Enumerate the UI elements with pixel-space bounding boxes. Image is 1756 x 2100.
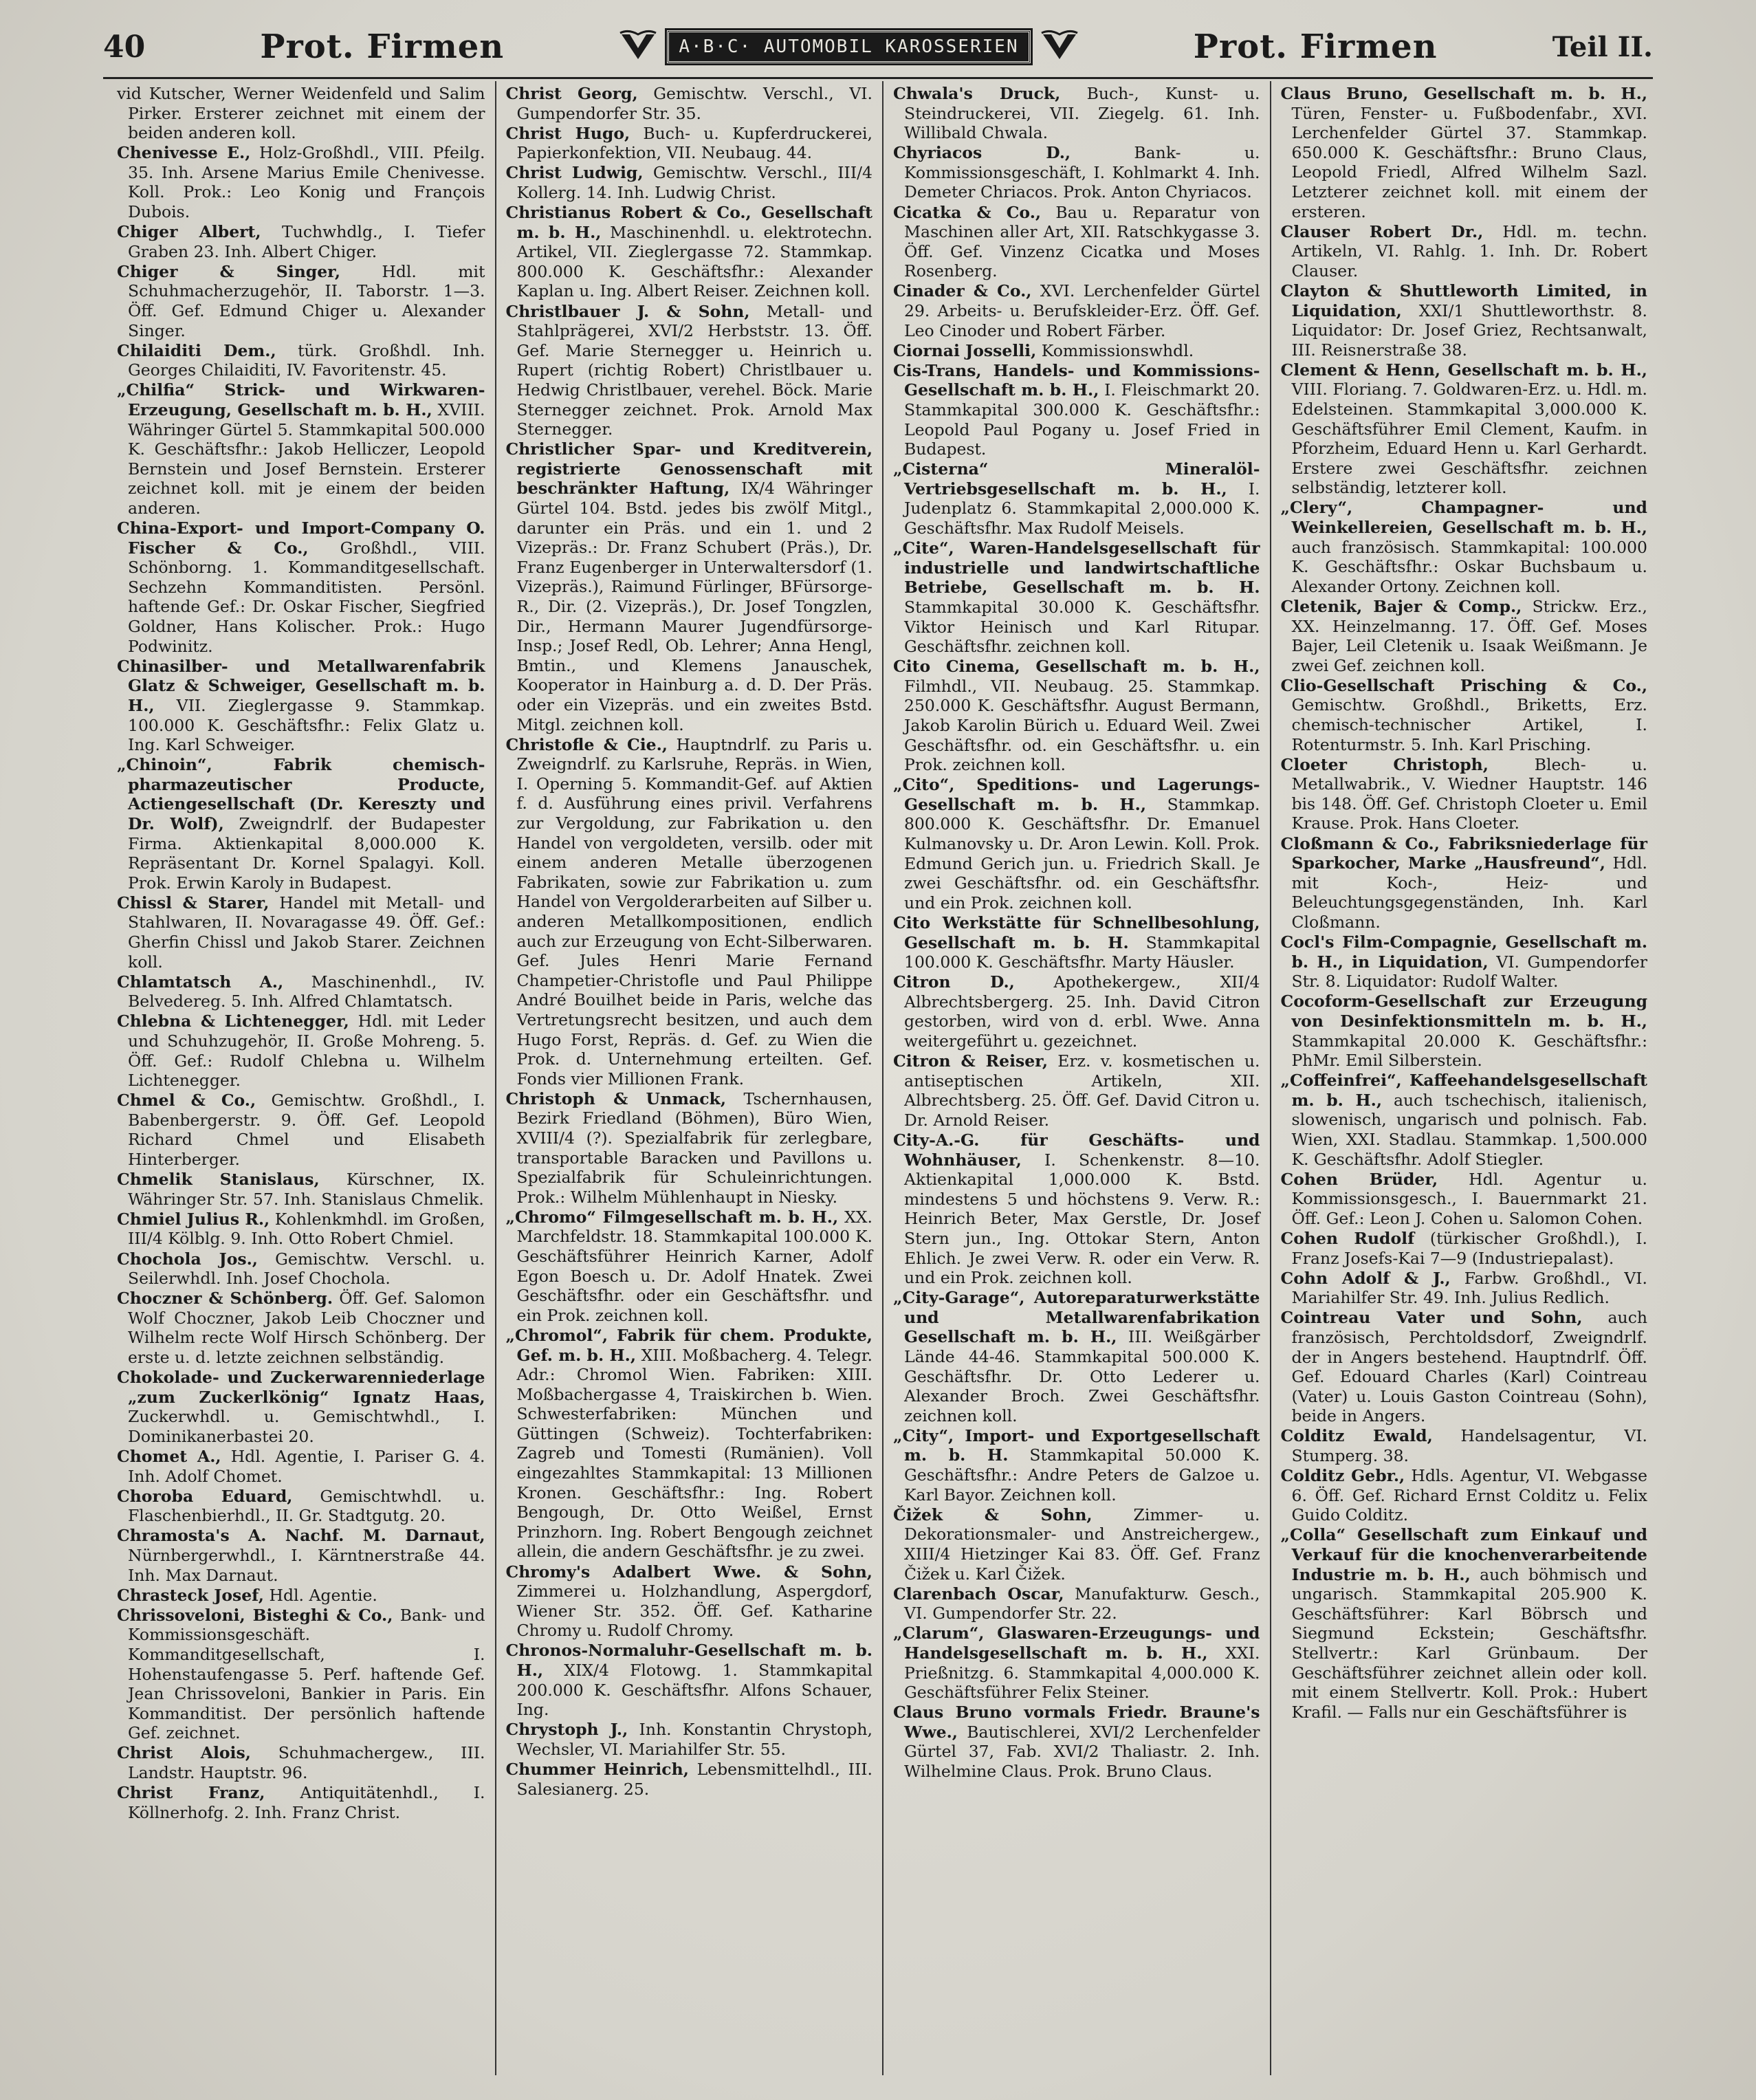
entry-details: Bank- u. Kommissionsgeschäft, I. Kohlmarkt 4. Inh. Demeter Chriacos. Prok. Anton Chyriacos. xyxy=(904,143,1260,202)
firm-name: „Chinoin“, Fabrik chemisch-pharmazeutischer Producte, Actiengesellschaft (Dr. Kereszty und Dr. Wolf), xyxy=(117,755,485,833)
firm-name: Cocoform-Gesellschaft zur Erzeugung von Desinfektionsmitteln m. b. H., xyxy=(1280,992,1647,1031)
entry-details: Handel mit Metall- und Stahlwaren, II. Novaragasse 49. Öff. Gef.: Gherfin Chissl und Jakob Starer. Zeichnen koll. xyxy=(128,893,485,972)
firm-name: Chenivesse E., xyxy=(117,143,251,163)
firm-name: Chiger & Singer, xyxy=(117,261,341,281)
firm-name: Christ Hugo, xyxy=(505,123,630,143)
firm-name: Christ Alois, xyxy=(117,1743,251,1763)
entry-details: Bank- und Kommissionsgeschäft. Kommanditgesellschaft, I. Hohenstaufengasse 5. Perf. haftende Gef. Jean Chrissoveloni, Bankier in Paris. Ein Kommanditist. Der persönlich haftende Gef. zeichnet. xyxy=(128,1605,485,1743)
column-4 xyxy=(1270,81,1658,2075)
entry-details: Maschinenhdl., IV. Belvedereg. 5. Inh. Alfred Chlamtatsch. xyxy=(128,972,485,1011)
firm-name: „Cite“, Waren-Handelsgesellschaft für industrielle und landwirtschaftliche Betriebe, Gesellschaft m. b. H. xyxy=(893,538,1260,598)
column-3 xyxy=(882,81,1270,2075)
entry-details: XVIII. Währinger Gürtel 5. Stammkapital 500.000 K. Geschäftsfhr.: Jakob Helliczer, Leopold Bernstein und Josef Bernstein. Ersterer zeichnet koll. mit je einem der beiden anderen. xyxy=(128,400,485,518)
firm-name: Chummer Heinrich, xyxy=(505,1759,689,1779)
firm-name: „City“, Import- und Exportgesellschaft m. b. H. xyxy=(893,1425,1260,1465)
entry-details: Gemischtw. Großhdl., Briketts, Erz. chemisch-technischer Artikel, I. Rotenturmstr. 5. Inh. Karl Prisching. xyxy=(1291,695,1647,754)
entry-details: III. Weißgärber Lände 44-46. Stammkapital 500.000 K. Geschäftsfhr. Dr. Otto Lederer u. Alexander Broch. Zwei Geschäftsfhr. zeichnen koll. xyxy=(904,1327,1260,1425)
directory-entry xyxy=(1281,932,1648,992)
directory-entry xyxy=(117,1743,485,1782)
entry-details: Kohlenkmhdl. im Großen, III/4 Kölblg. 9. Inh. Otto Robert Chmiel. xyxy=(128,1209,485,1249)
directory-entry xyxy=(1281,1229,1648,1268)
entry-details: auch französisch, Perchtoldsdorf, Zweigndrlf. der in Angers bestehend. Hauptndrlf. Öff. Gef. Edouard Charles (Karl) Cointreau (Vater) u. Louis Gaston Cointreau (Sohn), beide in Angers. xyxy=(1291,1308,1647,1426)
directory-entry xyxy=(1281,1308,1648,1426)
entry-details: Kürschner, IX. Währinger Str. 57. Inh. Stanislaus Chmelik. xyxy=(128,1170,485,1209)
firm-name: Christlbauer J. & Sohn, xyxy=(505,301,750,321)
entry-details: I. Schenkenstr. 8—10. Aktienkapital 1,000.000 K. Bstd. mindestens 5 und höchstens 9. Verw. R.: Heinrich Beter, Max Gerstle, Dr. Josef Stern jun., Ing. Ottokar Stern, Anton Ehlich. Je zwei Verw. R. oder ein Verw. R. und ein Prok. zeichnen koll. xyxy=(904,1150,1260,1288)
column-1 xyxy=(107,81,495,2075)
directory-entry xyxy=(1281,360,1648,498)
directory-entry xyxy=(1281,1466,1648,1525)
entry-details: XIII. Moßbacherg. 4. Telegr. Adr.: Chromol Wien. Fabriken: XIII. Moßbachergasse 4, Traiskirchen b. Wien. Schwesterfabriken: München und Güttingen (Schweiz). Tochterfabriken: Zagreb und Tomesti (Rumänien). Voll eingezahltes Stammkapital: 13 Millionen Kronen. Geschäftsfhr.: Ing. Robert Bengough, Dr. Otto Weißel, Ernst Prinzhorn. Ing. Robert Bengough zeichnet allein, die andern Geschäftsfhr. je zu zwei. xyxy=(516,1345,872,1562)
entry-details: Hauptndrlf. zu Paris u. Zweigndrlf. zu Karlsruhe, Repräs. in Wien, I. Operning 5. Kommandit-Gef. auf Aktien f. d. Ausführung eines privil. Verfahrens zur Vergoldung, zur Fabrikation u. den Handel von vergoldeten, versilb. oder mit einem anderen Metalle überzogenen Fabrikaten, sowie zur Fabrikation u. zum Handel von Vergolderarbeiten auf Silber u. anderen Metallkompositionen, endlich auch zur Erzeugung von Echt-Silberwaren. Gef. Jules Henri Marie Fernand Champetier-Christofle und Paul Philippe André Bouilhet beide in Paris, welche das Vertretungsrecht besitzen, und auch dem Hugo Forst, Repräs. d. Gef. zu Wien die Prok. d. Unternehmung erteilten. Gef. Fonds vier Millionen Frank. xyxy=(516,734,872,1089)
directory-entry xyxy=(893,1623,1260,1702)
directory-entry xyxy=(893,538,1260,657)
directory-entry xyxy=(506,124,873,163)
entry-details: I. Fleischmarkt 20. Stammkapital 300.000 K. Geschäftsfhr.: Leopold Paul Pogany u. Josef Fried in Budapest. xyxy=(904,380,1260,459)
directory-entry xyxy=(117,1586,485,1606)
directory-entry xyxy=(117,893,485,972)
directory-entry xyxy=(117,1487,485,1526)
firm-name: Chinasilber- und Metallwarenfabrik Glatz & Schweiger, Gesellschaft m. b. H., xyxy=(117,656,485,715)
firm-name: Cocl's Film-Compagnie, Gesellschaft m. b. H., in Liquidation, xyxy=(1280,932,1647,972)
directory-entry xyxy=(1281,676,1648,754)
directory-entry xyxy=(1281,1269,1648,1308)
entry-details: Zimmerei u. Holzhandlung, Aspergdorf, Wiener Str. 352. Öff. Gef. Katharine Chromy u. Rudolf Chromy. xyxy=(516,1582,872,1641)
running-title-right: Prot. Firmen xyxy=(1193,28,1438,66)
firm-name: „Chromo“ Filmgesellschaft m. b. H., xyxy=(505,1207,839,1227)
entry-details: (türkischer Großhdl.), I. Franz Josefs-Kai 7—9 (Industriepalast). xyxy=(1291,1228,1647,1268)
directory-entry xyxy=(893,84,1260,143)
firm-name: Chmiel Julius R., xyxy=(117,1209,270,1229)
firm-name: „Clarum“, Glaswaren-Erzeugungs- und Handelsgesellschaft m. b. H., xyxy=(893,1623,1260,1663)
directory-entry xyxy=(1281,498,1648,596)
directory-entry xyxy=(117,1289,485,1367)
entry-details: Schuhmachergew., III. Landstr. Hauptstr. 96. xyxy=(128,1743,485,1782)
firm-name: Cohen Rudolf xyxy=(1280,1228,1415,1248)
directory-entry xyxy=(506,735,873,1089)
firm-name: Cito Werkstätte für Schnellbesohlung, Gesellschaft m. b. H. xyxy=(893,912,1260,952)
directory-entry xyxy=(117,1526,485,1585)
directory-entry xyxy=(506,1326,873,1562)
directory-entry xyxy=(1281,1525,1648,1722)
directory-entry xyxy=(1281,755,1648,833)
firm-name: Ciornai Josselli, xyxy=(893,340,1037,360)
firm-name: Chrissoveloni, Bisteghi & Co., xyxy=(117,1605,393,1625)
firm-name: Christ Ludwig, xyxy=(505,163,644,183)
entry-details: türk. Großhdl. Inh. Georges Chilaiditi, IV. Favoritenstr. 45. xyxy=(128,340,485,380)
entry-details: Lebensmittelhdl., III. Salesianerg. 25. xyxy=(516,1759,872,1799)
directory-entry xyxy=(893,1584,1260,1623)
directory-entry xyxy=(893,1051,1260,1130)
entry-details: Buch-, Kunst- u. Steindruckerei, VII. Ziegelg. 61. Inh. Willibald Chwala. xyxy=(904,84,1260,143)
directory-entry xyxy=(893,1288,1260,1425)
directory-entry xyxy=(893,775,1260,912)
entry-details: Hdl. Agentie, I. Pariser G. 4. Inh. Adolf Chomet. xyxy=(128,1446,485,1486)
directory-entry xyxy=(1281,992,1648,1070)
directory-entry xyxy=(117,1011,485,1090)
entry-details: XXI/1 Shuttleworthstr. 8. Liquidator: Dr. Josef Griez, Rechtsanwalt, III. Reisnerstraße 38. xyxy=(1291,300,1647,360)
directory-entry xyxy=(1281,1170,1648,1229)
firm-name: Choroba Eduard, xyxy=(117,1486,293,1506)
directory-entry xyxy=(117,657,485,755)
directory-entry xyxy=(506,163,873,202)
directory-entry xyxy=(117,1249,485,1289)
firm-name: Chlamtatsch A., xyxy=(117,972,284,992)
entry-details: Tschernhausen, Bezirk Friedland (Böhmen), Büro Wien, XVIII/4 (?). Spezialfabrik für zerlegbare, transportable Baracken und Pavillons u. Spezialfabrik für Schuleinrichtungen. Prok.: Wilhelm Mühlenhaupt in Niesky. xyxy=(516,1089,872,1207)
entry-details: Zimmer- u. Dekorationsmaler- und Anstreichergew., XIII/4 Hietzinger Kai 83. Öff. Gef. Franz Čižek u. Karl Čižek. xyxy=(904,1505,1260,1584)
directory-entry xyxy=(506,1720,873,1759)
directory-entry xyxy=(117,84,485,143)
advertising-band: A·B·C· AUTOMOBIL KAROSSERIEN xyxy=(667,30,1030,63)
firm-name: Cito Cinema, Gesellschaft m. b. H., xyxy=(893,657,1260,677)
directory-entry xyxy=(893,459,1260,538)
entry-details: Hdl. mit Leder und Schuhzugehör, II. Große Mohreng. 5. Öff. Gef.: Rudolf Chlebna u. Wilhelm Lichtenegger. xyxy=(128,1011,485,1091)
entry-details: vid Kutscher, Werner Weidenfeld und Salim Pirker. Ersterer zeichnet mit einem der beiden anderen koll. xyxy=(117,84,485,143)
firm-name: Clio-Gesellschaft Prisching & Co., xyxy=(1280,675,1647,695)
entry-details: Handelsagentur, VI. Stumperg. 38. xyxy=(1291,1426,1647,1465)
entry-details: auch tschechisch, italienisch, slowenisch, ungarisch und polnisch. Fab. Wien, XXI. Stadlau. Stammkap. 1,500.000 K. Geschäftsfhr. Adolf Stiegler. xyxy=(1291,1090,1647,1169)
directory-entry xyxy=(893,361,1260,459)
entry-details: Bau u. Reparatur von Maschinen aller Art, XII. Ratschkygasse 3. Öff. Gef. Vinzenz Cicatka und Moses Rosenberg. xyxy=(904,202,1260,281)
firm-name: „Cisterna“ Mineralöl-Vertriebsgesellschaft m. b. H., xyxy=(893,459,1260,499)
directory-entry xyxy=(506,439,873,734)
directory-entry xyxy=(506,84,873,123)
column-2 xyxy=(495,81,883,2075)
directory-entry xyxy=(1281,1071,1648,1169)
entry-details: XVI. Lerchenfelder Gürtel 29. Arbeits- u. Berufskleider-Erz. Öff. Gef. Leo Cinoder und Robert Färber. xyxy=(904,281,1260,340)
firm-name: Chissl & Starer, xyxy=(117,893,270,912)
directory-entry xyxy=(893,1426,1260,1505)
entry-details: XXI. Prießnitzg. 6. Stammkapital 4,000.000 K. Geschäftsführer Felix Steiner. xyxy=(904,1643,1260,1703)
entry-details: Türen, Fenster- u. Fußbodenfabr., XVI. Lerchenfelder Gürtel 37. Stammkap. 650.000 K. Geschäftsfhr.: Bruno Claus, Leopold Friedl, Alfred Wilhelm Sazl. Letzterer zeichnet koll. mit einem der ersteren. xyxy=(1291,103,1647,221)
entry-details: XX. Marchfeldstr. 18. Stammkapital 100.000 K. Geschäftsführer Heinrich Karner, Adolf Egon Boesch u. Dr. Adolf Hnatek. Zwei Geschäftsfhr. oder ein Geschäftsfhr. und ein Prok. zeichnen koll. xyxy=(516,1207,872,1325)
firm-name: Clayton & Shuttleworth Limited, in Liquidation, xyxy=(1280,281,1647,320)
directory-entry xyxy=(893,972,1260,1051)
firm-name: Christofle & Cie., xyxy=(505,734,668,754)
entry-details: Bautischlerei, XVI/2 Lerchenfelder Gürtel 37, Fab. XVI/2 Thaliastr. 2. Inh. Wilhelmine Claus. Prok. Bruno Claus. xyxy=(904,1722,1260,1781)
entry-details: XIX/4 Flotowg. 1. Stammkapital 200.000 K. Geschäftsfhr. Alfons Schauer, Ing. xyxy=(516,1661,872,1720)
firm-name: Cointreau Vater und Sohn, xyxy=(1280,1308,1583,1328)
entry-columns xyxy=(107,81,1657,2075)
firm-name: Citron & Reiser, xyxy=(893,1051,1049,1071)
firm-name: Christianus Robert & Co., Gesellschaft m. b. H., xyxy=(505,203,872,242)
firm-name: Clement & Henn, Gesellschaft m. b. H., xyxy=(1280,360,1647,380)
directory-entry xyxy=(893,1130,1260,1288)
entry-details: Gemischtw. Verschl. u. Seilerwhdl. Inh. Josef Chochola. xyxy=(128,1249,485,1289)
firm-name: Chwala's Druck, xyxy=(893,84,1061,103)
directory-entry xyxy=(893,203,1260,281)
firm-name: Cicatka & Co., xyxy=(893,202,1042,222)
firm-name: Chilaiditi Dem., xyxy=(117,340,276,360)
firm-name: Christ Georg, xyxy=(505,84,638,103)
entry-details: Gemischtwhdl. u. Flaschenbierhdl., II. Gr. Stadtgutg. 20. xyxy=(128,1486,485,1526)
directory-entry xyxy=(506,1562,873,1641)
entry-details: Kommissionswhdl. xyxy=(1041,340,1194,360)
firm-name: Chrasteck Josef, xyxy=(117,1585,264,1605)
directory-entry xyxy=(506,1089,873,1207)
firm-name: Christlicher Spar- und Kreditverein, registrierte Genossenschaft mit beschränkter Haftung, xyxy=(505,439,872,499)
firm-name: Chomet A., xyxy=(117,1446,221,1466)
entry-details: Gemischtw. Großhdl., I. Babenbergerstr. 9. Öff. Gef. Leopold Richard Chmel und Elisabeth Hinterberger. xyxy=(128,1091,485,1170)
firm-name: „City-Garage“, Autoreparaturwerkstätte und Metallwarenfabrikation Gesellschaft m. b. H., xyxy=(893,1288,1260,1347)
directory-entry xyxy=(1281,1426,1648,1465)
directory-entry xyxy=(117,1606,485,1743)
entry-details: Antiquitätenhdl., I. Köllnerhofg. 2. Inh. Franz Christ. xyxy=(128,1783,485,1822)
entry-details: Stammkapital 30.000 K. Geschäftsfhr. Viktor Heinisch und Karl Ritupar. Geschäftsfhr. zeichnen koll. xyxy=(904,597,1260,657)
firm-name: Chmelik Stanislaus, xyxy=(117,1170,320,1190)
firm-name: Claus Bruno, Gesellschaft m. b. H., xyxy=(1280,84,1647,103)
entry-details: Hdl. m. techn. Artikeln, VI. Rahlg. 1. Inh. Dr. Robert Clauser. xyxy=(1291,221,1647,281)
firm-name: „Chilfia“ Strick- und Wirkwaren-Erzeugung, Gesellschaft m. b. H., xyxy=(117,380,485,419)
firm-name: Chmel & Co., xyxy=(117,1091,256,1111)
firm-name: Cohn Adolf & J., xyxy=(1280,1268,1451,1288)
entry-details: Hdl. mit Koch-, Heiz- und Beleuchtungsgegenständen, Inh. Karl Cloßmann. xyxy=(1291,853,1647,932)
entry-details: Hdl. mit Schuhmacherzugehör, II. Taborstr. 1—3. Öff. Gef. Edmund Chiger u. Alexander Singer. xyxy=(128,261,485,340)
entry-details: Stammkapital 50.000 K. Geschäftsfhr.: Andre Peters de Galzoe u. Karl Bayor. Zeichnen koll. xyxy=(904,1445,1260,1505)
firm-name: Clauser Robert Dr., xyxy=(1280,221,1484,241)
firm-name: Chyriacos D., xyxy=(893,143,1071,163)
firm-name: China-Export- und Import-Company O. Fischer & Co., xyxy=(117,518,485,558)
entry-details: Manufakturw. Gesch., VI. Gumpendorfer Str. 22. xyxy=(904,1584,1260,1623)
firm-name: Cloeter Christoph, xyxy=(1280,754,1489,774)
firm-name: Christoph & Unmack, xyxy=(505,1089,727,1108)
firm-name: Colditz Ewald, xyxy=(1280,1426,1433,1446)
directory-entry xyxy=(117,341,485,380)
firm-name: „Clery“, Champagner- und Weinkellereien, Gesellschaft m. b. H., xyxy=(1280,498,1647,538)
entry-details: Zuckerwhdl. u. Gemischtwhdl., I. Dominikanerbastei 20. xyxy=(128,1407,485,1446)
firm-name: Choczner & Schönberg. xyxy=(117,1289,333,1309)
directory-entry xyxy=(506,302,873,439)
directory-entry xyxy=(117,1447,485,1486)
firm-name: „Chromol“, Fabrik für chem. Produkte, Gef. m. b. H., xyxy=(505,1325,872,1365)
directory-entry xyxy=(893,1505,1260,1584)
directory-entry xyxy=(1281,834,1648,932)
firm-name: Colditz Gebr., xyxy=(1280,1466,1405,1486)
winged-emblem-icon xyxy=(1040,28,1079,66)
directory-entry xyxy=(117,972,485,1011)
directory-entry xyxy=(506,1207,873,1326)
header-rule xyxy=(103,77,1653,79)
header-ornament xyxy=(619,28,1078,66)
entry-details: Stammkapital 100.000 K. Geschäftsfhr. Marty Häusler. xyxy=(904,932,1260,972)
entry-details: Filmhdl., VII. Neubaug. 25. Stammkap. 250.000 K. Geschäftsfhr. August Bermann, Jakob Karolin Bürich u. Eduard Weil. Zwei Geschäftsfhr. od. ein Geschäftsfhr. u. ein Prok. zeichnen koll. xyxy=(904,676,1260,775)
directory-entry xyxy=(117,755,485,893)
entry-details: Erz. v. kosmetischen u. antiseptischen Artikeln, XII. Albrechtsberg. 25. Öff. Gef. David Citron u. Dr. Arnold Reiser. xyxy=(904,1051,1260,1130)
directory-entry xyxy=(893,657,1260,775)
winged-emblem-icon xyxy=(619,28,657,66)
entry-details: Blech- u. Metallwabrik., V. Wiedner Hauptstr. 146 bis 148. Öff. Gef. Christoph Cloeter u. Emil Krause. Prok. Hans Cloeter. xyxy=(1291,754,1647,833)
directory-entry xyxy=(893,913,1260,972)
entry-details: Gemischtw. Verschl., III/4 Kollerg. 14. Inh. Ludwig Christ. xyxy=(516,163,872,202)
entry-details: Hdl. Agentur u. Kommissionsgesch., I. Bauernmarkt 21. Öff. Gef.: Leon J. Cohen u. Salomon Cohen. xyxy=(1291,1169,1648,1228)
directory-entry xyxy=(893,1703,1260,1781)
directory-entry xyxy=(117,1783,485,1822)
firm-name: Chrystoph J., xyxy=(505,1720,628,1740)
directory-entry xyxy=(1281,222,1648,281)
firm-name: Chramosta's A. Nachf. M. Darnaut, xyxy=(117,1526,485,1546)
directory-entry xyxy=(893,143,1260,202)
firm-name: „Cito“, Speditions- und Lagerungs-Gesellschaft m. b. H., xyxy=(893,775,1260,814)
firm-name: City-A.-G. für Geschäfts- und Wohnhäuser, xyxy=(893,1130,1260,1170)
firm-name: Čižek & Sohn, xyxy=(893,1505,1093,1524)
entry-details: VIII. Floriang. 7. Goldwaren-Erz. u. Hdl. m. Edelsteinen. Stammkapital 3,000.000 K. Geschäftsführer Emil Clement, Kaufm. in Pforzheim, Eduard Henn u. Karl Gerhardt. Erstere zwei Geschäftsfhr. zeichnen selbständig, letzterer koll. xyxy=(1291,380,1647,498)
directory-entry xyxy=(1281,84,1648,221)
directory-entry xyxy=(117,262,485,340)
directory-entry xyxy=(117,1170,485,1209)
firm-name: Cis-Trans, Handels- und Kommissions-Gesellschaft m. b. H., xyxy=(893,360,1260,400)
firm-name: Cloßmann & Co., Fabriksniederlage für Sparkocher, Marke „Hausfreund“, xyxy=(1280,833,1647,873)
entry-details: Apothekergew., XII/4 Albrechtsbergerg. 25. Inh. David Citron gestorben, wird von d. erbl. Wwe. Anna weitergeführt u. gezeichnet. xyxy=(904,972,1260,1051)
section-label: Teil II. xyxy=(1552,30,1653,63)
directory-entry xyxy=(1281,281,1648,360)
firm-name: Citron D., xyxy=(893,972,1015,992)
firm-name: „Colla“ Gesellschaft zum Einkauf und Verkauf für die knochenverarbeitende Industrie m. b. H., xyxy=(1280,1525,1647,1584)
entry-details: Öff. Gef. Salomon Wolf Choczner, Jakob Leib Choczner und Wilhelm recte Wolf Hirsch Schönberg. Der erste u. d. letzte zeichnen selbständig. xyxy=(128,1289,485,1367)
entry-details: Inh. Konstantin Chrystoph, Wechsler, VI. Mariahilfer Str. 55. xyxy=(516,1720,872,1759)
entry-details: Hdls. Agentur, VI. Webgasse 6. Öff. Gef. Richard Ernst Colditz u. Felix Guido Colditz. xyxy=(1291,1466,1647,1525)
directory-entry xyxy=(117,1091,485,1169)
entry-details: I. Judenplatz 6. Stammkapital 2,000.000 K. Geschäftsfhr. Max Rudolf Meisels. xyxy=(904,479,1260,538)
firm-name: Chromy's Adalbert Wwe. & Sohn, xyxy=(505,1562,872,1582)
directory-entry xyxy=(117,222,485,261)
directory-entry xyxy=(117,1210,485,1249)
entry-details: VII. Zieglergasse 9. Stammkap. 100.000 K. Geschäftsfhr.: Felix Glatz u. Ing. Karl Schweiger. xyxy=(128,695,485,755)
entry-details: auch böhmisch und ungarisch. Stammkapital 205.900 K. Geschäftsführer: Karl Böbrsch und Siegmund Eckstein; Geschäftsfhr. Stellvertr.: Karl Grünbaum. Der Geschäftsführer zeichnet allein oder koll. mit einem Stellvertr. Koll. Prok.: Hubert Krafil. — Falls nur ein Geschäftsführer is xyxy=(1291,1564,1647,1722)
directory-entry xyxy=(893,341,1260,361)
entry-details: Metall- und Stahlprägerei, XVI/2 Herbststr. 13. Öff. Gef. Marie Sternegger u. Heinrich u. Rupert (richtig Robert) Christlbauer u. Hedwig Christlbauer, verehel. Böck. Marie Sternegger zeichnet. Prok. Arnold Max Sternegger. xyxy=(516,301,872,439)
entry-details: Holz-Großhdl., VIII. Pfeilg. 35. Inh. Arsene Marius Emile Chenivesse. Koll. Prok.: Leo Konig und François Dubois. xyxy=(128,143,485,222)
firm-name: Cinader & Co., xyxy=(893,281,1032,301)
entry-details: Buch- u. Kupferdruckerei, Papierkonfektion, VII. Neubaug. 44. xyxy=(516,123,872,163)
entry-details: Großhdl., VIII. Schönborng. 1. Kommanditgesellschaft. Sechzehn Kommanditisten. Persönl. haftende Gef.: Dr. Oskar Fischer, Siegfried Goldner, Hans Kolischer. Prok.: Hugo Podwinitz. xyxy=(128,538,485,656)
firm-name: Cohen Brüder, xyxy=(1280,1169,1438,1189)
firm-name: Chochola Jos., xyxy=(117,1249,258,1269)
firm-name: Claus Bruno vormals Friedr. Braune's Wwe., xyxy=(893,1703,1260,1742)
entry-details: VI. Gumpendorfer Str. 8. Liquidator: Rudolf Walter. xyxy=(1291,952,1648,992)
entry-details: Stammkapital 20.000 K. Geschäftsfhr.: PhMr. Emil Silberstein. xyxy=(1291,1031,1647,1071)
directory-entry xyxy=(117,518,485,656)
directory-entry xyxy=(506,1641,873,1719)
directory-entry xyxy=(893,281,1260,340)
entry-details: Nürnbergerwhdl., I. Kärntnerstraße 44. Inh. Max Darnaut. xyxy=(128,1545,485,1585)
directory-entry xyxy=(506,203,873,301)
entry-details: Stammkap. 800.000 K. Geschäftsfhr. Dr. Emanuel Kulmanovsky u. Dr. Aron Lewin. Koll. Prok. Edmund Gerich jun. u. Friedrich Skall. Je zwei Geschäftsfhr. od. ein Geschäftsfhr. und ein Prok. zeichnen koll. xyxy=(904,794,1260,912)
firm-name: Christ Franz, xyxy=(117,1783,265,1803)
entry-details: Strickw. Erz., XX. Heinzelmanng. 17. Öff. Gef. Moses Bajer, Leil Cletenik u. Isaak Weißmann. Je zwei Gef. zeichnen koll. xyxy=(1291,596,1647,675)
entry-details: IX/4 Währinger Gürtel 104. Bstd. jedes bis zwölf Mitgl., darunter ein Präs. und ein 1. und 2 Vizepräs.: Dr. Franz Schubert (Präs.), Dr. Franz Eugenberger in Unterwaltersdorf (1. Vizepräs.), Raimund Fürlinger, BFürsorge-R., Dir. (2. Vizepräs.), Dr. Josef Tongzlen, Dir., Hermann Maurer Jugendfürsorge-Insp.; Josef Redl, Ob. Lehrer; Anna Hengl, Bmtin., und Klemens Janauschek, Kooperator in Hainburg a. d. D. Der Präs. oder ein Vizepräs. und ein zweites Bstd. Mitgl. zeichnen koll. xyxy=(516,479,872,734)
firm-name: Chronos-Normaluhr-Gesellschaft m. b. H., xyxy=(505,1641,872,1680)
firm-name: Chokolade- und Zuckerwarenniederlage „zum Zuckerlkönig“ Ignatz Haas, xyxy=(117,1368,485,1407)
entry-details: Hdl. Agentie. xyxy=(269,1585,377,1605)
firm-name: Cletenik, Bajer & Comp., xyxy=(1280,596,1522,616)
firm-name: „Coffeinfrei“, Kaffeehandelsgesellschaft m. b. H., xyxy=(1280,1071,1647,1110)
page-header xyxy=(103,18,1653,76)
firm-name: Clarenbach Oscar, xyxy=(893,1584,1064,1604)
entry-details: Gemischtw. Verschl., VI. Gumpendorfer Str. 35. xyxy=(516,84,872,123)
firm-name: Chlebna & Lichtenegger, xyxy=(117,1011,349,1031)
directory-entry xyxy=(117,380,485,518)
directory-entry xyxy=(117,1368,485,1446)
entry-details: Zweigndrlf. der Budapester Firma. Aktienkapital 8,000.000 K. Repräsentant Dr. Kornel Spalagyi. Koll. Prok. Erwin Karoly in Budapest. xyxy=(128,813,485,893)
directory-entry xyxy=(1281,597,1648,675)
entry-details: auch französisch. Stammkapital: 100.000 K. Geschäftsfhr.: Oskar Buchsbaum u. Alexander Ortony. Zeichnen koll. xyxy=(1291,537,1647,596)
entry-details: Farbw. Großhdl., VI. Mariahilfer Str. 49. Inh. Julius Redlich. xyxy=(1291,1268,1647,1308)
entry-details: Tuchwhdlg., I. Tiefer Graben 23. Inh. Albert Chiger. xyxy=(128,222,485,261)
firm-name: Chiger Albert, xyxy=(117,222,261,242)
entry-details: Maschinenhdl. u. elektrotechn. Artikel, VII. Zieglergasse 72. Stammkap. 800.000 K. Geschäftsfhr.: Alexander Kaplan u. Ing. Albert Reiser. Zeichnen koll. xyxy=(516,222,872,301)
directory-entry xyxy=(117,143,485,221)
directory-entry xyxy=(506,1760,873,1799)
running-title-left: Prot. Firmen xyxy=(260,28,505,66)
page-number: 40 xyxy=(103,29,146,65)
